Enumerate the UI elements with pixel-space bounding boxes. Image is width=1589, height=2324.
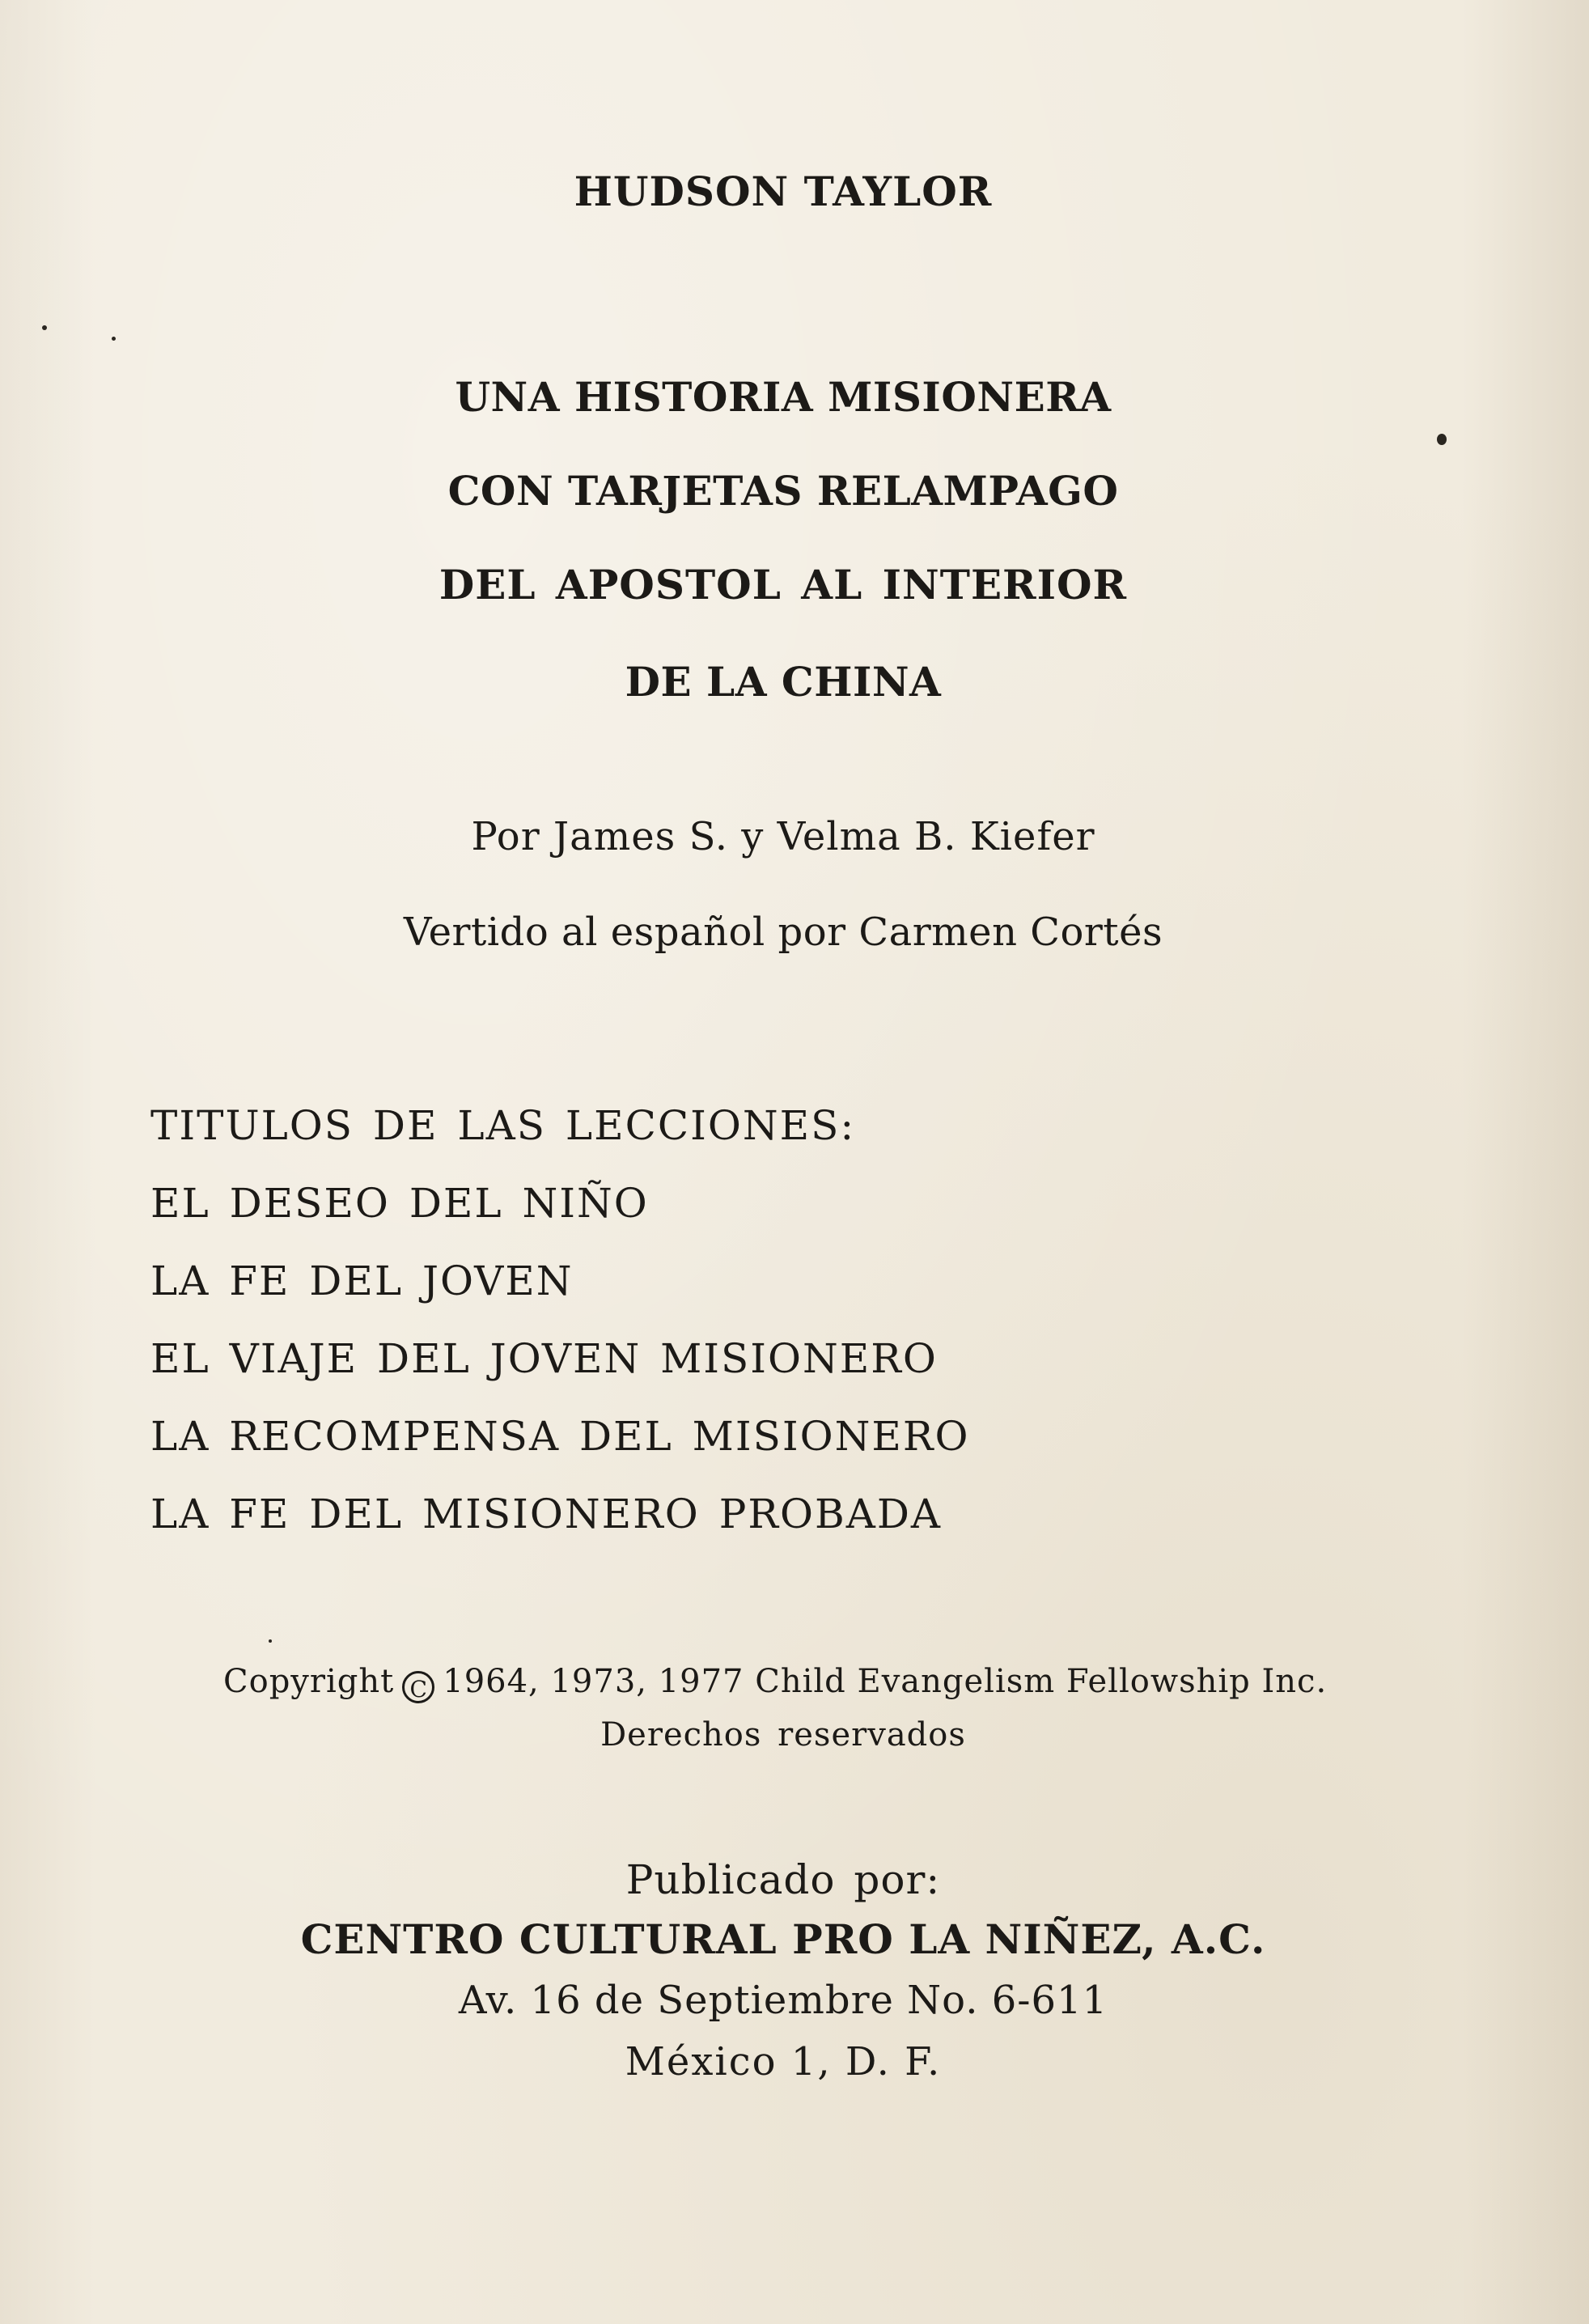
lesson-item-2: LA FE DEL JOVEN	[150, 1257, 574, 1304]
lessons-heading: TITULOS DE LAS LECCIONES:	[150, 1102, 856, 1149]
lesson-item-4: LA RECOMPENSA DEL MISIONERO	[150, 1413, 970, 1460]
paper-speck	[42, 325, 47, 330]
rights-reserved: Derechos reservados	[600, 1716, 966, 1754]
paper-speck	[269, 1639, 272, 1643]
publisher-name: CENTRO CULTURAL PRO LA NIÑEZ, A.C.	[300, 1915, 1266, 1963]
book-title: HUDSON TAYLOR	[574, 168, 993, 215]
subtitle-line-1: UNA HISTORIA MISIONERA	[455, 373, 1112, 421]
subtitle-line-2: CON TARJETAS RELAMPAGO	[447, 467, 1119, 515]
paper-speck	[1437, 434, 1447, 445]
lesson-item-1: EL DESEO DEL NIÑO	[150, 1180, 649, 1227]
publisher-address-line-2: México 1, D. F.	[625, 2039, 942, 2084]
subtitle-line-3: DEL APOSTOL AL INTERIOR	[439, 561, 1128, 609]
lesson-item-5: LA FE DEL MISIONERO PROBADA	[150, 1491, 943, 1537]
paper-speck	[112, 337, 116, 341]
copyright-text: 1964, 1973, 1977 Child Evangelism Fellowship Inc.	[443, 1663, 1328, 1700]
subtitle-line-4: DE LA CHINA	[625, 658, 942, 706]
copyright-label: Copyright	[223, 1663, 395, 1700]
lessons-list	[150, 1102, 970, 1571]
copyright-notice	[223, 1665, 1327, 1703]
authors-credit: Por James S. y Velma B. Kiefer	[471, 814, 1095, 859]
translator-credit: Vertido al español por Carmen Cortés	[403, 910, 1163, 955]
lesson-item-3: EL VIAJE DEL JOVEN MISIONERO	[150, 1335, 938, 1382]
copyright-symbol-icon: C	[402, 1671, 434, 1703]
published-by-label: Publicado por:	[625, 1856, 941, 1903]
publisher-address-line-1: Av. 16 de Septiembre No. 6-611	[458, 1978, 1108, 2023]
